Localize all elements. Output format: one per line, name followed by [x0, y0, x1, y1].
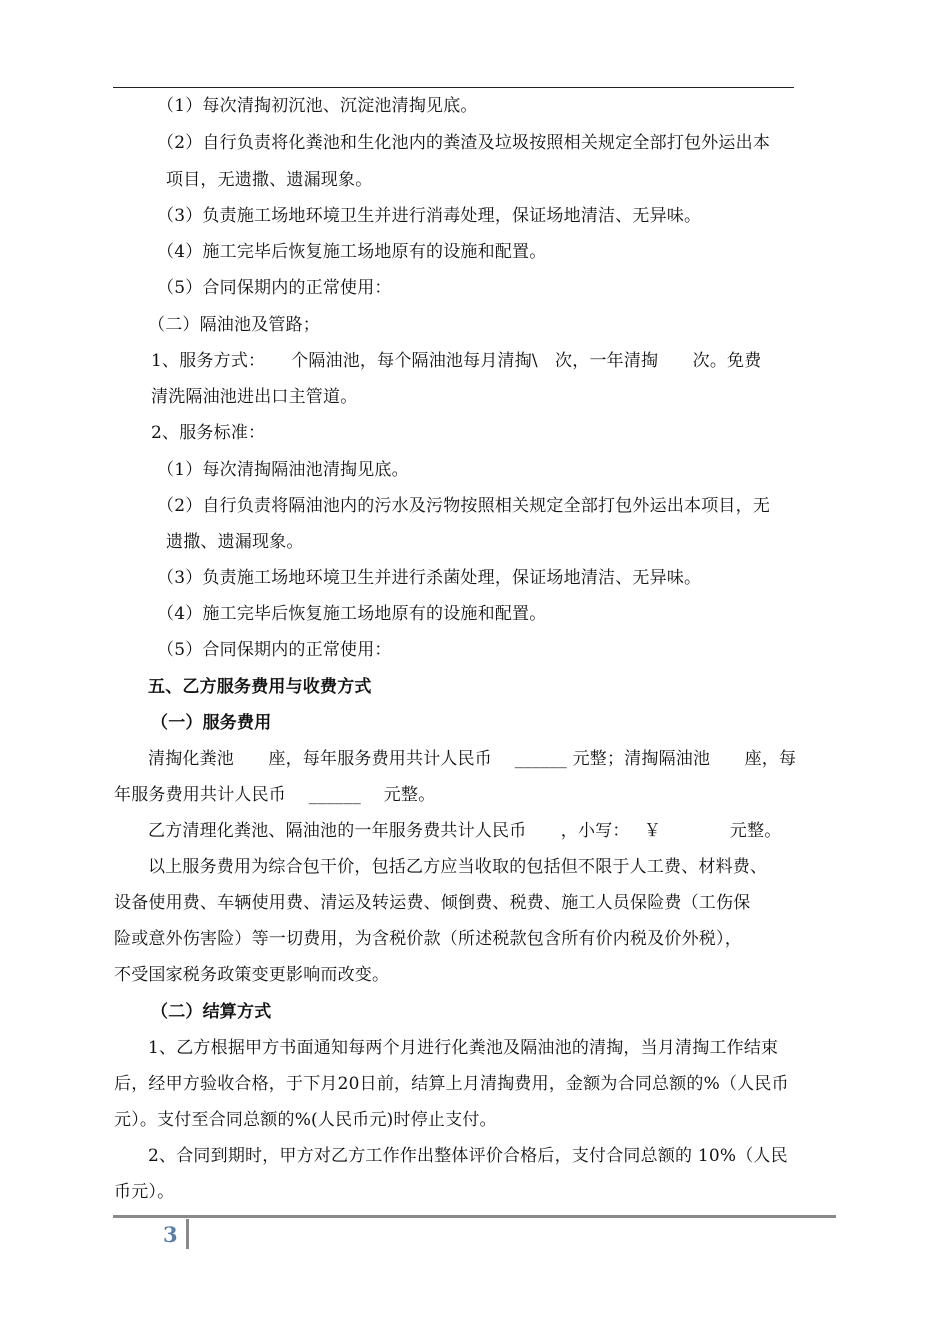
text-line: 元）。支付至合同总额的%(人民币元)时停止支付。 — [114, 1110, 497, 1130]
text-line: 不受国家税务政策变更影响而改变。 — [114, 965, 390, 985]
text-line: （4）施工完毕后恢复施工场地原有的设施和配置。 — [157, 604, 547, 624]
section-heading: （二）隔油池及管路； — [148, 315, 320, 335]
text-line: 以上服务费用为综合包干价，包括乙方应当收取的包括但不限于人工费、材料费、 — [148, 857, 768, 877]
subsection-title: （二）结算方式 — [151, 1002, 272, 1022]
text-line: 1、乙方根据甲方书面通知每两个月进行化粪池及隔油池的清掏，当月清掏工作结束 — [148, 1038, 779, 1058]
text-line: 设备使用费、车辆使用费、清运及转运费、倾倒费、税费、施工人员保险费（工伤保 — [114, 893, 751, 913]
text-line: 币元）。 — [114, 1182, 175, 1202]
text-line: （5）合同保期内的正常使用： — [157, 278, 392, 298]
text-line: 乙方清理化粪池、隔油池的一年服务费共计人民币 ，小写： ￥ 元整。 — [148, 821, 782, 841]
subsection-title: （一）服务费用 — [151, 713, 272, 733]
text-line: 遗撒、遗漏现象。 — [166, 532, 304, 552]
text-line: 2、合同到期时，甲方对乙方工作作出整体评价合格后，支付合同总额的 10%（人民 — [148, 1146, 788, 1166]
section-title: 五、乙方服务费用与收费方式 — [148, 677, 372, 697]
text-line: （3）负责施工场地环境卫生并进行消毒处理，保证场地清洁、无异味。 — [157, 206, 702, 226]
text-line: 清洗隔油池进出口主管道。 — [151, 387, 358, 407]
page-number: 3 — [163, 1222, 178, 1247]
page-number-separator — [186, 1219, 189, 1249]
text-line: （1）每次清掏隔油池清掏见底。 — [157, 460, 409, 480]
text-line: 年服务费用共计人民币 ______ 元整。 — [114, 785, 436, 805]
footer-rule — [113, 1215, 836, 1218]
text-line: （2）自行负责将化粪池和生化池内的粪渣及垃圾按照相关规定全部打包外运出本 — [157, 133, 771, 153]
text-line: 2、服务标准： — [151, 423, 266, 443]
text-line: （3）负责施工场地环境卫生并进行杀菌处理，保证场地清洁、无异味。 — [157, 568, 702, 588]
text-line: 险或意外伤害险）等一切费用，为含税价款（所述税款包含所有价内税及价外税）， — [114, 929, 742, 949]
text-line: 后，经甲方验收合格，于下月20日前，结算上月清掏费用，金额为合同总额的%（人民币 — [114, 1074, 789, 1094]
text-line: （2）自行负责将隔油池内的污水及污物按照相关规定全部打包外运出本项目，无 — [157, 496, 771, 516]
text-line: 清掏化粪池 座，每年服务费用共计人民币 ______ 元整；清掏隔油池 座，每 — [148, 749, 797, 769]
text-line: （4）施工完毕后恢复施工场地原有的设施和配置。 — [157, 242, 547, 262]
text-line: 1、服务方式： 个隔油池，每个隔油池每月清掏\ 次，一年清掏 次。免费 — [151, 351, 762, 371]
header-rule — [113, 87, 794, 88]
text-line: 项目，无遗撒、遗漏现象。 — [166, 170, 373, 190]
text-line: （1）每次清掏初沉池、沉淀池清掏见底。 — [157, 96, 478, 116]
text-line: （5）合同保期内的正常使用： — [157, 640, 392, 660]
